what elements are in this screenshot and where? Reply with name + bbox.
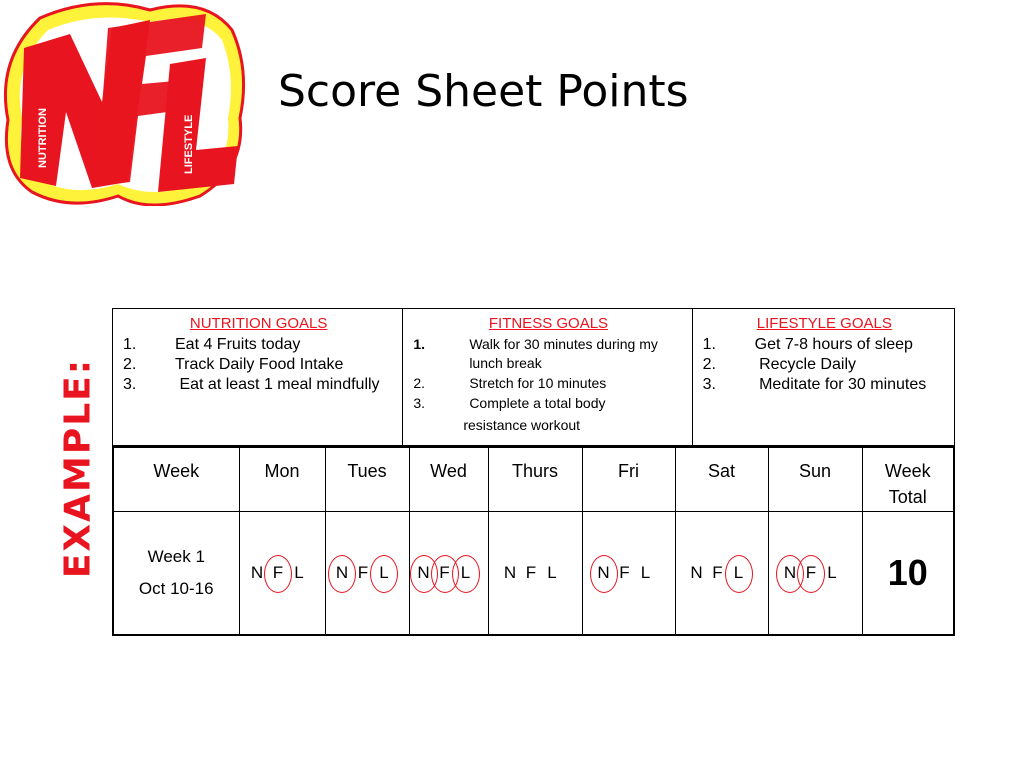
nfl-letter-l: L xyxy=(547,563,557,582)
circle-mark-n xyxy=(328,555,356,593)
nfl-score-tues[interactable] xyxy=(332,554,402,594)
circle-mark-l xyxy=(370,555,398,593)
circle-mark-n xyxy=(590,555,618,593)
day-cell-thurs[interactable] xyxy=(488,511,582,635)
slide-title: Score Sheet Points xyxy=(278,66,689,117)
goal-text: Recycle Daily xyxy=(754,356,856,373)
goal-item xyxy=(703,375,946,395)
nfl-letter-n: N xyxy=(503,563,517,582)
day-cell-sun[interactable] xyxy=(768,511,862,635)
nfl-score-thurs[interactable] xyxy=(500,554,570,594)
nfl-letter-n: N xyxy=(335,563,349,582)
nfl-letter-f: F xyxy=(525,563,537,582)
nfl-score-sun[interactable] xyxy=(780,554,850,594)
goal-number: 2. xyxy=(123,356,137,373)
nfl-letter-f: F xyxy=(805,563,817,582)
goal-item xyxy=(413,393,683,435)
nfl-letter-l: L xyxy=(640,563,651,582)
nfl-letter-l: L xyxy=(294,563,304,582)
nutrition-goals-list xyxy=(123,335,394,395)
goals-table xyxy=(112,308,955,446)
goal-number: 1. xyxy=(413,336,425,352)
week-label: Week 1 xyxy=(147,546,205,566)
example-label: EXAMPLE: xyxy=(57,357,99,579)
goal-number: 3. xyxy=(413,395,425,411)
day-cell-fri[interactable] xyxy=(582,511,675,635)
fitness-goals-heading: FITNESS GOALS xyxy=(488,315,609,332)
week-dates: Oct 10-16 xyxy=(138,578,214,598)
goal-text: Complete a total body xyxy=(469,395,606,411)
goal-number: 1. xyxy=(702,336,716,353)
score-table xyxy=(112,446,955,636)
table-row xyxy=(113,511,954,635)
nfl-letter-n: N xyxy=(783,563,797,582)
goal-item xyxy=(703,355,946,375)
circle-mark-f xyxy=(264,555,292,593)
nfl-letter-n: N xyxy=(417,563,430,582)
goal-item xyxy=(123,335,394,355)
day-cell-tues[interactable] xyxy=(325,511,409,635)
nfl-letter-n: N xyxy=(690,563,703,582)
goal-number: 2. xyxy=(702,356,716,373)
header-tues: Tues xyxy=(325,447,409,511)
goal-number: 2. xyxy=(413,375,425,391)
header-week-total: Week Total xyxy=(862,447,954,511)
lifestyle-goals-list xyxy=(703,335,946,395)
goal-text: Eat 4 Fruits today xyxy=(175,336,301,353)
goal-number: 3. xyxy=(702,376,716,393)
week-cell xyxy=(113,511,239,635)
goal-text: Stretch for 10 minutes xyxy=(469,375,607,391)
goal-text: Eat at least 1 meal mindfully xyxy=(175,376,380,393)
nfl-letter-l: L xyxy=(733,563,744,582)
goal-item xyxy=(123,355,394,375)
logo-word-fitness: FITNESS xyxy=(118,117,130,164)
circle-mark-l xyxy=(452,555,480,593)
lifestyle-goals xyxy=(692,309,954,445)
header-wed: Wed xyxy=(409,447,488,511)
goal-text: Track Daily Food Intake xyxy=(175,356,344,373)
nfl-letter-n: N xyxy=(597,563,610,582)
header-sun: Sun xyxy=(768,447,862,511)
goal-item xyxy=(413,335,683,373)
goal-text: Meditate for 30 minutes xyxy=(754,376,927,393)
nfl-letter-l: L xyxy=(460,563,471,582)
goal-text-continued: resistance workout xyxy=(463,417,581,433)
header-week: Week xyxy=(113,447,239,511)
nfl-score-wed[interactable] xyxy=(414,554,484,594)
nfl-letter-f: F xyxy=(712,563,723,582)
header-sat: Sat xyxy=(675,447,768,511)
goal-text-wrap xyxy=(463,393,683,435)
goal-number: 3. xyxy=(123,376,137,393)
week-total-value: 10 xyxy=(862,511,954,635)
fitness-goals-list xyxy=(413,335,683,435)
score-header-row xyxy=(113,447,954,511)
goal-text: Walk for 30 minutes during my lunch break xyxy=(469,336,658,371)
day-cell-wed[interactable] xyxy=(409,511,488,635)
goal-item xyxy=(703,335,946,355)
nfl-score-fri[interactable] xyxy=(594,554,664,594)
logo-word-nutrition: NUTRITION xyxy=(37,108,49,168)
day-cell-sat[interactable] xyxy=(675,511,768,635)
header-fri: Fri xyxy=(582,447,675,511)
circle-mark-l xyxy=(725,555,753,593)
nfl-letter-f: F xyxy=(439,563,450,582)
header-mon: Mon xyxy=(239,447,325,511)
nfl-letter-l: L xyxy=(827,563,837,582)
nfl-score-sat[interactable] xyxy=(687,554,757,594)
nfl-letter-f: F xyxy=(619,563,630,582)
nfl-logo xyxy=(0,0,246,206)
nutrition-goals-heading: NUTRITION GOALS xyxy=(189,315,328,332)
nfl-letter-f: F xyxy=(357,563,369,582)
lifestyle-goals-heading: LIFESTYLE GOALS xyxy=(756,315,892,332)
nfl-score-mon[interactable] xyxy=(247,554,317,594)
goal-text: Get 7-8 hours of sleep xyxy=(754,336,913,353)
day-cell-mon[interactable] xyxy=(239,511,325,635)
goal-item xyxy=(123,375,394,395)
circle-mark-f xyxy=(797,555,825,593)
logo-word-lifestyle: LIFESTYLE xyxy=(183,114,195,174)
goal-item xyxy=(413,373,683,393)
fitness-goals xyxy=(402,309,691,445)
nfl-letter-l: L xyxy=(379,563,389,582)
header-thurs: Thurs xyxy=(488,447,582,511)
nfl-letter-f: F xyxy=(272,563,284,582)
nfl-letter-n: N xyxy=(250,563,264,582)
nutrition-goals xyxy=(113,309,402,445)
goal-number: 1. xyxy=(123,336,137,353)
